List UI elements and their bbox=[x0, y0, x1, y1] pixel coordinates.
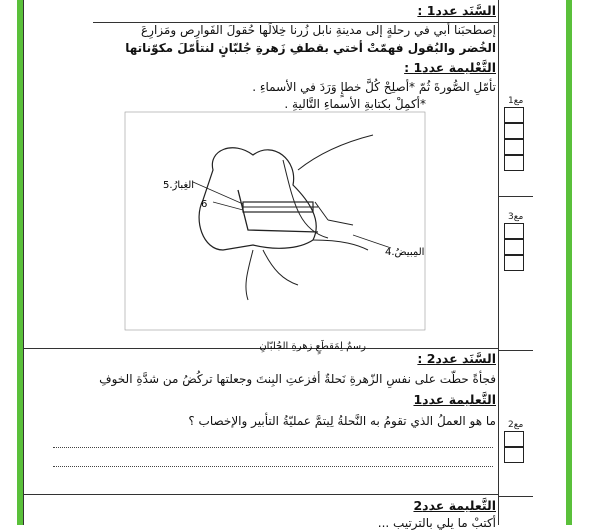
score-box-3b[interactable] bbox=[504, 239, 524, 255]
stalk-line bbox=[313, 240, 368, 250]
score-box-1b[interactable] bbox=[504, 123, 524, 139]
task1-heading: التَّعْليمة عدد1 : bbox=[404, 60, 496, 75]
label-ovary: 4.المِبيضُ bbox=[385, 247, 425, 258]
score-box-3a[interactable] bbox=[504, 223, 524, 239]
left-rule bbox=[23, 0, 24, 525]
criterion-3-label: مع3 bbox=[508, 212, 524, 222]
pointer-6 bbox=[213, 202, 243, 210]
criterion-1-label: مع1 bbox=[508, 96, 524, 106]
right-column-rule bbox=[498, 0, 499, 525]
score-box-1c[interactable] bbox=[504, 139, 524, 155]
criteria-divider-3 bbox=[498, 496, 533, 497]
label-anther: 5.الغِبارُ bbox=[163, 180, 195, 191]
criteria-divider-1 bbox=[498, 196, 533, 197]
task1-line2: *أكمِلْ بكتابةِ الأسماءِ التَّاليةِ . bbox=[284, 97, 426, 111]
task1b-question: ما هو العملُ الذي تقومُ به النَّحلةُ لِيتمَّ عمليّةُ التأبير والإخصاب ؟ bbox=[188, 414, 496, 428]
flower-section-drawing bbox=[123, 110, 433, 350]
figure-frame bbox=[125, 112, 425, 330]
worksheet-page bbox=[23, 0, 566, 530]
task2-line1: أكتبْ ما يلي بالترتيب ... bbox=[377, 516, 496, 530]
pistil-line bbox=[243, 202, 353, 225]
source1-heading: السَّنَد عدد1 : bbox=[417, 3, 496, 18]
criterion-2-label: مع2 bbox=[508, 420, 524, 430]
standard-petal bbox=[298, 135, 373, 170]
task1-line1: تأمّلِ الصُّورةَ ثُمّ *أصلِحْ كُلَّ خطإٍ وَرَدَ في الأسماءِ . bbox=[252, 80, 496, 94]
green-border-right bbox=[566, 0, 572, 525]
score-box-1d[interactable] bbox=[504, 155, 524, 171]
source2-heading: السَّنَد عدد2 : bbox=[417, 351, 496, 366]
score-box-2b[interactable] bbox=[504, 447, 524, 463]
answer-line-2[interactable] bbox=[53, 466, 493, 467]
sepal-lines bbox=[246, 250, 298, 300]
task2-heading: التَّعليمة عدد2 bbox=[413, 498, 496, 513]
page-margin bbox=[0, 0, 17, 525]
source1-line1: إصطحبَنا أبي في رحلةٍ إلى مدينةِ نابل زُرنا خِلالَها حُقولَ الفَوارِص ومَزارِعَ bbox=[141, 23, 496, 37]
task1b-heading: التَّعليمة عدد1 bbox=[413, 392, 496, 407]
score-box-3c[interactable] bbox=[504, 255, 524, 271]
source1-line2: الخُضر والبُقول فهمّتْ أختي بقطفِ زَهرةِ جُلبّانٍ لنتأمّلَ مكوّناتها bbox=[125, 41, 496, 55]
label-six: 6 bbox=[201, 199, 208, 210]
score-box-1a[interactable] bbox=[504, 107, 524, 123]
answer-line-1[interactable] bbox=[53, 447, 493, 448]
ovary-outline bbox=[238, 190, 318, 232]
score-box-2a[interactable] bbox=[504, 431, 524, 447]
source2-line1: فجأةً حطّت على نفسِ الزّهرةِ نَحلةٌ أفزعتِ البِنتَ وجعلتها تركُضُ من شدَّةِ الخوفِ bbox=[99, 372, 496, 386]
petal-outline bbox=[199, 148, 316, 250]
criteria-divider-2 bbox=[498, 350, 533, 351]
figure-caption: رسمٌ لِمَقطَعٍ زهرةِ الجُلبّانِ bbox=[259, 341, 366, 352]
section-divider-2 bbox=[23, 494, 498, 495]
